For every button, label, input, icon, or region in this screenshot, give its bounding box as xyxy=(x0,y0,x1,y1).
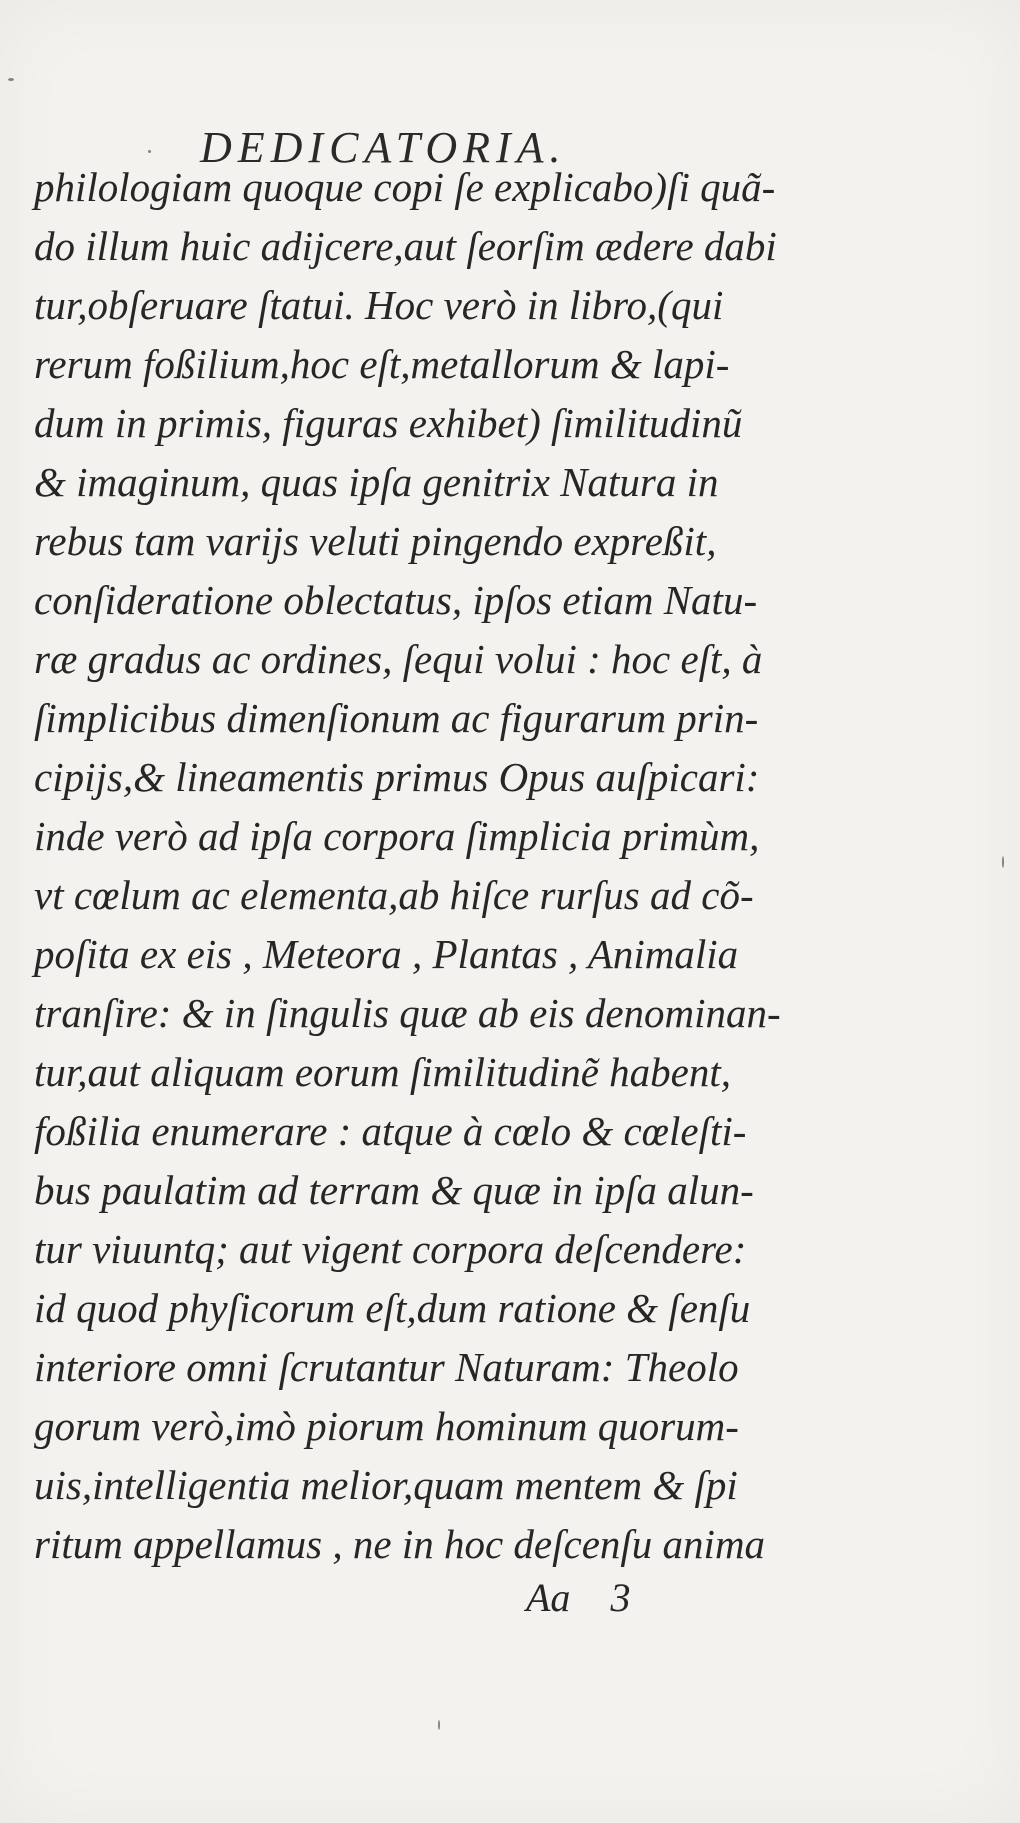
running-head: DEDICATORIA. xyxy=(200,123,567,172)
text-line: dum in primis, figuras exhibet) ſimilitudinũ xyxy=(34,400,743,446)
text-line: philologiam quoque copi ſe explicabo)ſi quã- xyxy=(34,164,776,210)
text-line: tranſire: & in ſingulis quæ ab eis denominan- xyxy=(34,990,781,1036)
text-line: bus paulatim ad terram & quæ in ipſa alun- xyxy=(34,1167,754,1213)
text-line: tur viuuntq; aut vigent corpora deſcendere: xyxy=(34,1226,747,1272)
body-text xyxy=(34,158,994,1574)
text-line: interiore omni ſcrutantur Naturam: Theolo xyxy=(34,1344,739,1390)
text-line: & imaginum, quas ipſa genitrix Natura in xyxy=(34,459,719,505)
text-line: uis,intelligentia melior,quam mentem & ſpi xyxy=(34,1462,738,1508)
page-footer xyxy=(526,1574,630,1621)
text-line: inde verò ad ipſa corpora ſimplicia primùm, xyxy=(34,813,760,859)
text-line: vt cœlum ac elementa,ab hiſce rurſus ad cõ- xyxy=(34,872,754,918)
text-line: gorum verò,imò piorum hominum quorum- xyxy=(34,1403,739,1449)
text-line: rebus tam varijs veluti pingendo expreßit, xyxy=(34,518,717,564)
text-line: foßilia enumerare : atque à cœlo & cœleſti- xyxy=(34,1108,747,1154)
text-line: do illum huic adijcere,aut ſeorſim ædere dabi xyxy=(34,223,777,269)
ink-speck xyxy=(438,1720,440,1730)
signature-number: 3 xyxy=(610,1575,631,1620)
text-line: poſita ex eis , Meteora , Plantas , Animalia xyxy=(34,931,739,977)
ink-speck xyxy=(8,78,14,81)
text-line: ræ gradus ac ordines, ſequi volui : hoc eſt, à xyxy=(34,636,763,682)
text-line: ſimplicibus dimenſionum ac figurarum prin- xyxy=(34,695,759,741)
text-line: ritum appellamus , ne in hoc deſcenſu anima xyxy=(34,1521,766,1567)
text-line: id quod phyſicorum eſt,dum ratione & ſenſu xyxy=(34,1285,751,1331)
ink-speck xyxy=(1002,856,1004,868)
text-line: cipijs,& lineamentis primus Opus auſpicari: xyxy=(34,754,760,800)
text-line: tur,obſeruare ſtatui. Hoc verò in libro,(qui xyxy=(34,282,724,328)
text-line: conſideratione oblectatus, ipſos etiam Natu- xyxy=(34,577,758,623)
ink-speck xyxy=(148,150,151,153)
text-line: tur,aut aliquam eorum ſimilitudinẽ habent, xyxy=(34,1049,731,1095)
text-line: rerum foßilium,hoc eſt,metallorum & lapi- xyxy=(34,341,730,387)
signature-mark: Aa xyxy=(526,1575,571,1620)
